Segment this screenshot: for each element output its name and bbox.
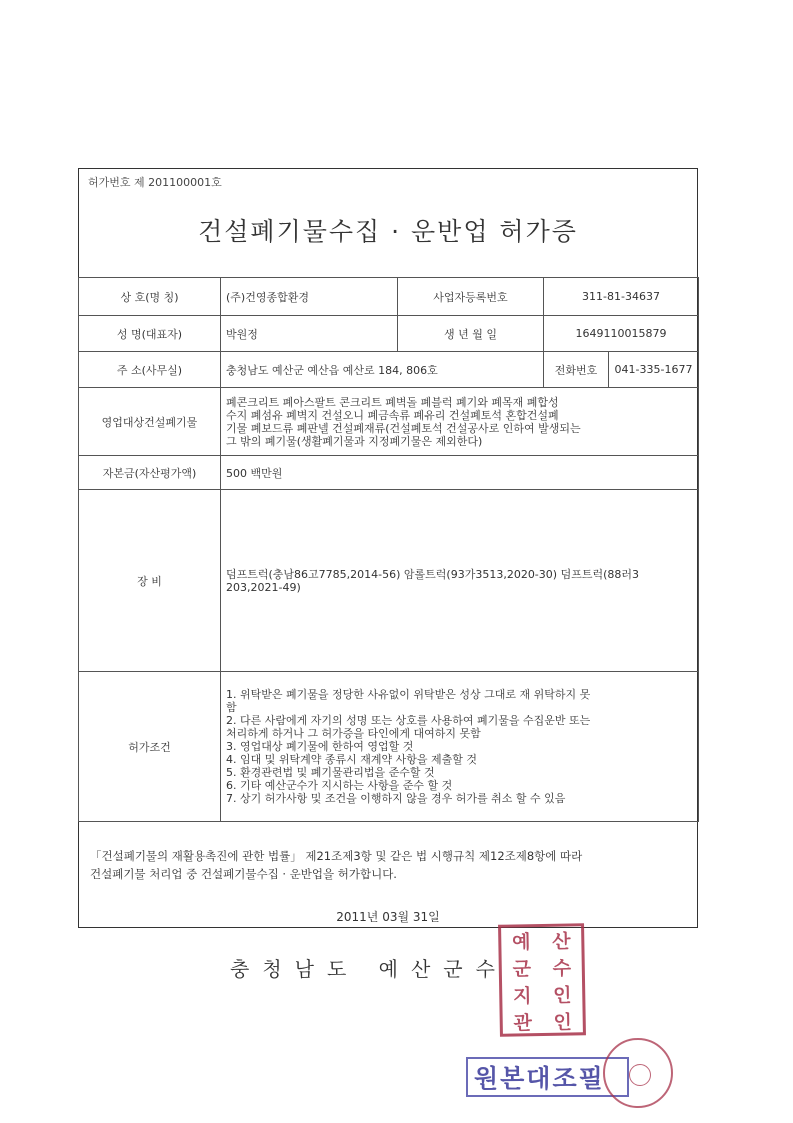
- equipment-line: 덤프트럭(충남86고7785,2014-56) 암롤트럭(93가3513,2020-30) 덤프트럭(88러3: [226, 567, 639, 581]
- seal-char: 군: [512, 958, 532, 981]
- company-label: 상 호(명 칭): [79, 278, 221, 316]
- seal-char: 인: [553, 1011, 573, 1034]
- waste-line: 수지 폐섬유 폐벽지 건설오니 폐금속류 폐유리 건설폐토석 혼합건설폐: [226, 408, 559, 422]
- address-value: 충청남도 예산군 예산읍 예산로 184, 806호: [221, 352, 544, 388]
- condition-item: 1. 위탁받은 폐기물을 정당한 사유없이 위탁받은 성상 그대로 재 위탁하지 못: [226, 688, 591, 701]
- capital-value: 500 백만원: [221, 456, 699, 490]
- phone-value: 041-335-1677: [609, 352, 699, 388]
- conditions-label: 허가조건: [79, 672, 221, 822]
- permit-table: [78, 277, 699, 822]
- condition-item: 3. 영업대상 폐기물에 한하여 영업할 것: [226, 740, 414, 753]
- equipment-value: [221, 490, 699, 672]
- seal-char: 인: [552, 984, 572, 1007]
- document-title: 건설폐기물수집 · 운반업 허가증: [198, 217, 578, 246]
- round-seal-stamp: [603, 1038, 673, 1108]
- law-text-line-1: 「건설폐기물의 재활용촉진에 관한 법률」 제21조제3항 및 같은 법 시행규칙 제12조제8항에 따라: [90, 849, 583, 863]
- phone-label: 전화번호: [544, 352, 609, 388]
- issuer-name: 충청남도 예산군수: [230, 957, 508, 981]
- table-row-equipment: [79, 490, 699, 672]
- capital-label: 자본금(자산평가액): [79, 456, 221, 490]
- law-text-line-2: 건설폐기물 처리업 중 건설폐기물수집 · 운반업을 허가합니다.: [90, 867, 397, 881]
- equipment-line: 203,2021-49): [226, 580, 301, 594]
- waste-line: 폐콘크리트 폐아스팔트 콘크리트 폐벽돌 폐블럭 폐기와 폐목재 폐합성: [226, 395, 559, 409]
- conditions-value: [221, 672, 699, 822]
- condition-item: 5. 환경관련법 및 폐기물관리법을 준수할 것: [226, 766, 435, 779]
- waste-line: 그 밖의 폐기물(생활폐기물과 지정폐기물은 제외한다): [226, 434, 483, 448]
- birth-value: 1649110015879: [544, 316, 699, 352]
- condition-item: 2. 다른 사람에게 자기의 성명 또는 상호를 사용하여 폐기물을 수집운반 또는: [226, 714, 591, 727]
- representative-value: 박원정: [221, 316, 398, 352]
- seal-char: 관: [513, 1012, 533, 1035]
- bizno-value: 311-81-34637: [544, 278, 699, 316]
- official-seal: [498, 923, 586, 1036]
- condition-item: 처리하게 하거나 그 허가증을 타인에게 대여하지 못함: [226, 727, 481, 740]
- seal-char: 산: [551, 930, 571, 953]
- table-row-address: [79, 352, 699, 388]
- address-label: 주 소(사무실): [79, 352, 221, 388]
- certified-copy-stamp: 원본대조필: [466, 1057, 629, 1097]
- issue-date: 2011년 03월 31일: [336, 910, 440, 924]
- table-row-capital: [79, 456, 699, 490]
- table-row-waste: [79, 388, 699, 456]
- condition-item: 6. 기타 예산군수가 지시하는 사항을 준수 할 것: [226, 779, 453, 792]
- seal-char: 수: [552, 957, 572, 980]
- representative-label: 성 명(대표자): [79, 316, 221, 352]
- equipment-label: 장 비: [79, 490, 221, 672]
- waste-line: 기물 폐보드류 폐판넬 건설폐재류(건설폐토석 건설공사로 인하여 발생되는: [226, 421, 581, 435]
- condition-item: 4. 임대 및 위탁계약 종류시 재계약 사항을 제출할 것: [226, 753, 477, 766]
- seal-char: 지: [512, 985, 532, 1008]
- seal-char: 예: [511, 931, 531, 954]
- waste-value: [221, 388, 699, 456]
- company-value: (주)건영종합환경: [221, 278, 398, 316]
- condition-item: 7. 상기 허가사항 및 조건을 이행하지 않을 경우 허가를 취소 할 수 있음: [226, 792, 566, 805]
- condition-item: 함: [226, 701, 237, 714]
- permit-number: 허가번호 제 201100001호: [88, 176, 222, 189]
- table-row-representative: [79, 316, 699, 352]
- table-row-conditions: [79, 672, 699, 822]
- bizno-label: 사업자등록번호: [398, 278, 544, 316]
- birth-label: 생 년 월 일: [398, 316, 544, 352]
- table-row-company: [79, 278, 699, 316]
- waste-label: 영업대상건설폐기물: [79, 388, 221, 456]
